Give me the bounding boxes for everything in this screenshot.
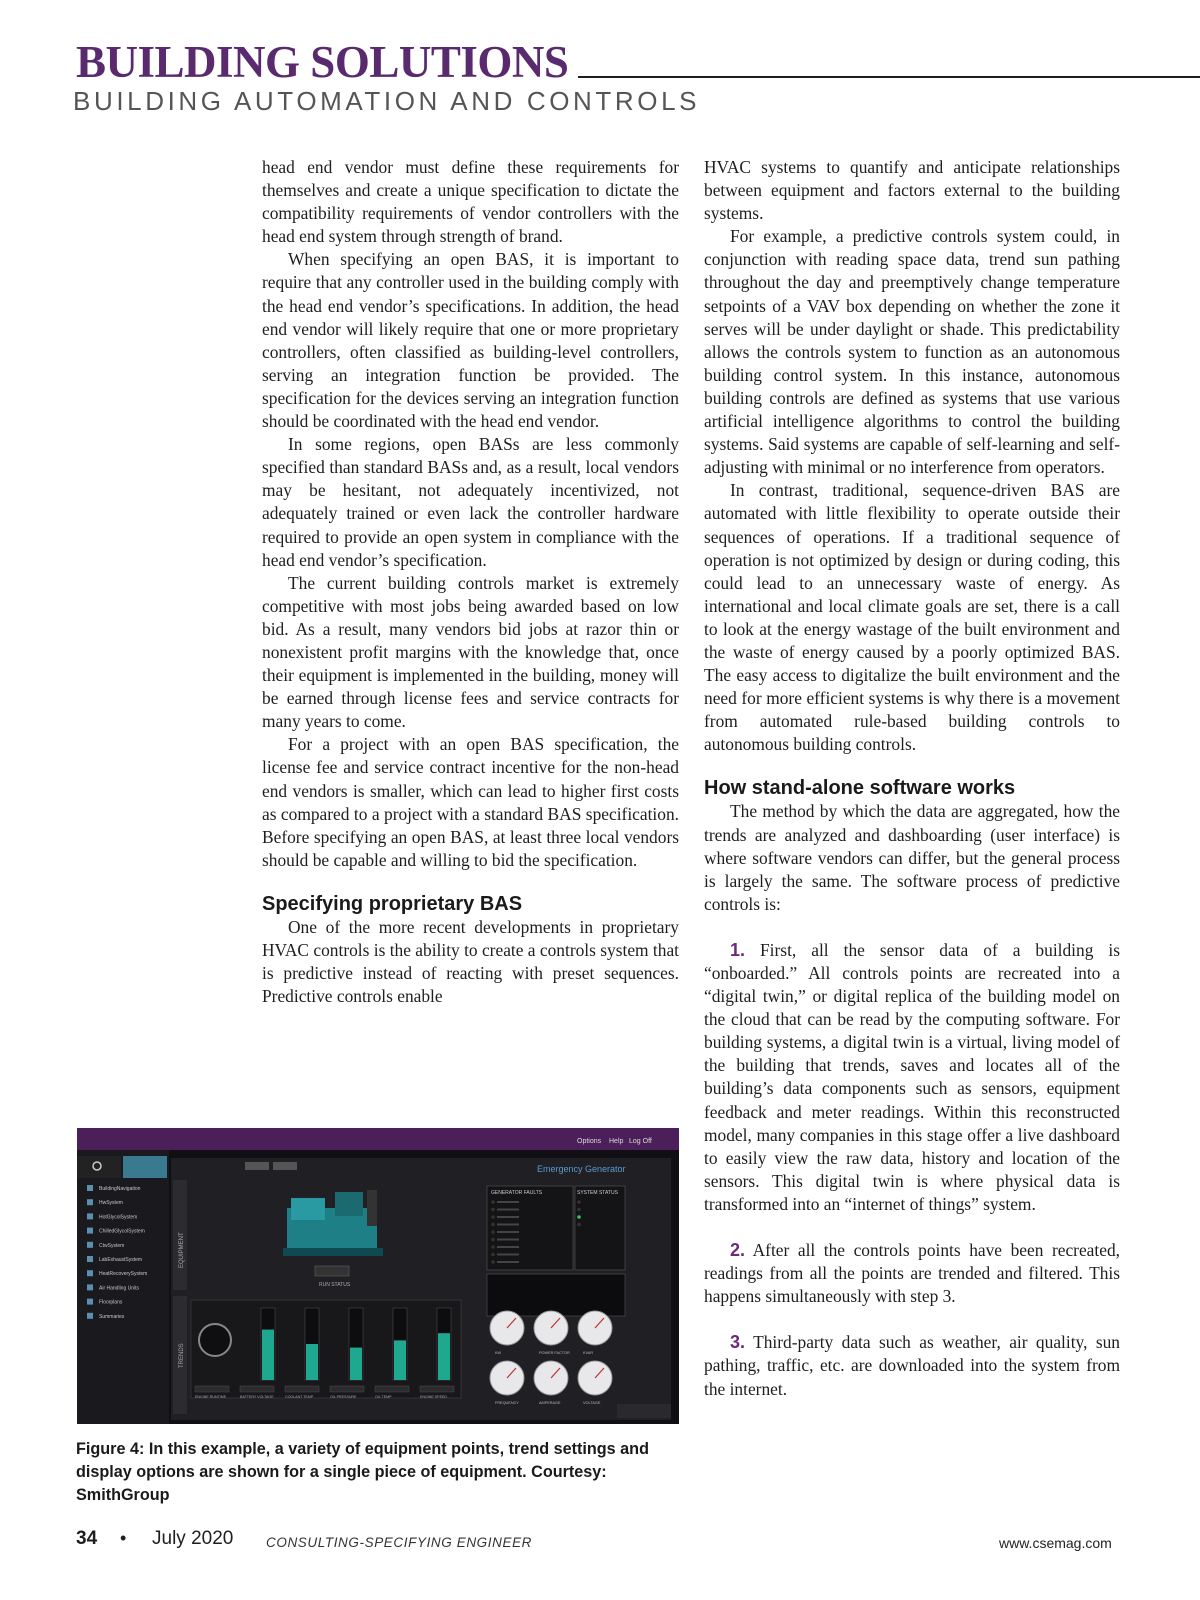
folder-icon xyxy=(87,1299,93,1305)
right-column xyxy=(704,156,1120,1401)
folder-icon xyxy=(87,1199,93,1205)
gauge-label: ENGINE RUNTIME xyxy=(195,1395,227,1399)
tab-trends: TRENDS xyxy=(179,1343,185,1368)
indicator-dot xyxy=(491,1245,495,1249)
options-link: Options xyxy=(577,1138,602,1145)
step-text: First, all the sensor data of a building is “onboarded.” All controls points are recreated into a “digital twin,” or digital replica of the building model on the cloud that can be read by the computing software. For building systems, a digital twin is a virtual, living model of the building that trends, saves and locates all of the building’s data components such as sensors, equipment feedback and meter readings. Within this reconstructed model, many companies in this stage offer a live dashboard to easily view the raw data, history and location of the sensors. This digital twin is where physical data is transformed into an “internet of things” system. xyxy=(704,939,1120,1214)
paragraph: For example, a predictive controls system could, in conjunction with reading space data, trend sun pathing throughout the day and preemptively change temperature setpoints of a VAV box depending on whether the zone it serves will be under daylight or shade. This predictability allows the controls system to function as an autonomous building control system. In this instance, autonomous building controls are defined as systems that use various artificial intelligence algorithms to control the building systems. Said systems are capable of self-learning and self-adjusting with minimal or no interference from operators. xyxy=(704,226,1120,478)
tree-item[interactable]: Air Handling Units xyxy=(99,1285,140,1292)
figure-caption: Figure 4: In this example, a variety of equipment points, trend settings and display options are shown for a single piece of equipment. Courtesy: SmithGroup xyxy=(76,1440,649,1504)
left-column xyxy=(262,156,679,1008)
subheading: How stand-alone software works xyxy=(704,777,1016,800)
step-item xyxy=(704,1331,1120,1400)
indicator-text xyxy=(497,1201,519,1203)
dial-label: KVAR xyxy=(583,1351,594,1355)
folder-icon xyxy=(87,1228,93,1234)
folder-icon xyxy=(87,1284,93,1290)
indicator-text xyxy=(497,1246,519,1248)
step-number: 2. xyxy=(730,1240,746,1261)
trend-bar-fill xyxy=(438,1333,450,1380)
run-status-label: RUN STATUS xyxy=(319,1282,351,1288)
generator-faults-header: GENERATOR FAULTS xyxy=(491,1190,543,1196)
indicator-dot xyxy=(491,1253,495,1257)
tree-item[interactable]: BuildingNavigation xyxy=(99,1186,141,1192)
status-dot xyxy=(577,1215,581,1219)
gauge-readout xyxy=(240,1386,274,1392)
tree-item[interactable]: ChilledGlycolSystem xyxy=(99,1228,145,1235)
step-number: 1. xyxy=(730,939,746,960)
section-subtitle: BUILDING AUTOMATION AND CONTROLS xyxy=(73,86,701,116)
header-rule xyxy=(578,76,1200,78)
indicator-dot xyxy=(491,1238,495,1242)
paragraph: For a project with an open BAS specification, the license fee and service contract incentive for the non-head end vendors is smaller, which can lead to higher first costs as compared to a project with a standard BAS specification. Before specifying an open BAS, at least three local vendors should be capable and willing to bid the specification. xyxy=(262,734,679,870)
figure-screenshot xyxy=(77,1128,679,1424)
indicator-dot xyxy=(491,1215,495,1219)
tree-item[interactable]: Summaries xyxy=(99,1313,125,1320)
dial-label: AMPERAGE xyxy=(539,1401,561,1405)
dashboard-illustration xyxy=(77,1128,679,1424)
logoff-link: Log Off xyxy=(629,1138,652,1145)
magazine-name: CONSULTING-SPECIFYING ENGINEER xyxy=(266,1535,533,1550)
folder-icon xyxy=(87,1270,93,1276)
step-item xyxy=(704,1239,1120,1308)
status-dot xyxy=(577,1223,581,1227)
gauge-label: ENGINE SPEED xyxy=(420,1395,447,1399)
indicator-text xyxy=(497,1231,519,1233)
folder-icon xyxy=(87,1256,93,1262)
gauge-label: OIL TEMP xyxy=(375,1395,392,1399)
runtime-dial xyxy=(199,1324,231,1356)
footer-bullet: • xyxy=(120,1528,127,1548)
tree-item[interactable]: HotGlycolSystem xyxy=(99,1214,138,1221)
folder-icon xyxy=(87,1185,93,1191)
paragraph: In contrast, traditional, sequence-driven BAS are automated with little flexibility to operate outside their sequences of operations. If a traditional sequence of operation is not optimized by design or during coding, this could lead to an unnecessary waste of energy. As international and local climate goals are set, there is a call to look at the energy wastage of the built environment and the waste of energy caused by a poorly optimized BAS. The easy access to digitalize the built environment and the need for more efficient systems is why there is a movement from automated rule-based building controls to autonomous building controls. xyxy=(704,480,1120,755)
gauge-label: OIL PRESSURE xyxy=(330,1395,357,1399)
indicator-text xyxy=(497,1224,519,1226)
help-link: Help xyxy=(609,1138,624,1145)
paragraph: HVAC systems to quantify and anticipate relationships between equipment and factors external to the building systems. xyxy=(704,157,1120,224)
indicator-dot xyxy=(491,1230,495,1234)
indicator-dot xyxy=(491,1223,495,1227)
system-status-header: SYSTEM STATUS xyxy=(577,1190,618,1196)
tree-item[interactable]: HeatRecoverySystem xyxy=(99,1271,148,1278)
trend-bar-fill xyxy=(350,1348,362,1380)
dial-label: KW xyxy=(495,1351,502,1355)
folder-icon xyxy=(87,1213,93,1219)
screen-title: Emergency Generator xyxy=(537,1164,626,1174)
step-number: 3. xyxy=(730,1332,746,1353)
gauge-readout xyxy=(195,1386,229,1392)
status-dot xyxy=(577,1208,581,1212)
paragraph: The current building controls market is extremely competitive with most jobs being awarded based on low bid. As a result, many vendors bid jobs at razor thin or nonexistent profit margins with the knowledge that, once their equipment is implemented in the building, money will be earned through license fees and service contracts for many years to come. xyxy=(262,572,679,732)
indicator-dot xyxy=(491,1200,495,1204)
tree-item[interactable]: LabExhaustSystem xyxy=(99,1257,143,1263)
folder-icon xyxy=(87,1313,93,1319)
tree-item[interactable]: CtwSystem xyxy=(99,1242,125,1249)
gauge-label: BATTERY VOLTAGE xyxy=(240,1395,274,1399)
trend-bar-fill xyxy=(394,1340,406,1380)
step-text: After all the controls points have been recreated, readings from all the points are trended and filtered. This happens simultaneously with step 3. xyxy=(704,1240,1120,1307)
subheading: Specifying proprietary BAS xyxy=(262,892,523,915)
tree-item[interactable]: HwSystem xyxy=(99,1200,123,1207)
dial-label: VOLTAGE xyxy=(583,1401,601,1405)
folder-icon xyxy=(87,1242,93,1248)
trend-bar-fill xyxy=(306,1344,318,1380)
step-text: Third-party data such as weather, air quality, sun pathing, traffic, etc. are downloaded into the system from the internet. xyxy=(704,1332,1120,1399)
indicator-dot xyxy=(491,1208,495,1212)
gauge-readout xyxy=(375,1386,409,1392)
step-item xyxy=(704,939,1120,1216)
trend-bar-fill xyxy=(262,1330,274,1380)
gauge-readout xyxy=(285,1386,319,1392)
section-title: BUILDING SOLUTIONS xyxy=(76,37,569,87)
dial-label: FREQUENCY xyxy=(495,1401,519,1405)
status-dot xyxy=(577,1200,581,1204)
indicator-text xyxy=(497,1209,519,1211)
indicator-text xyxy=(497,1239,519,1241)
website-url: www.csemag.com xyxy=(999,1535,1112,1551)
paragraph: The method by which the data are aggregated, how the trends are analyzed and dashboarding (user interface) is where software vendors can differ, but the general process is largely the same. The software process of predictive controls is: xyxy=(704,801,1120,914)
paragraph: head end vendor must define these requirements for themselves and create a unique specification to dictate the compatibility requirements of vendor controllers with the head end system through strength of brand. xyxy=(262,157,679,247)
gauge-readout xyxy=(420,1386,454,1392)
indicator-text xyxy=(497,1216,519,1218)
page-number: 34 xyxy=(76,1528,98,1549)
paragraph: One of the more recent developments in proprietary HVAC controls is the ability to create a controls system that is predictive instead of reacting with preset sequences. Predictive controls enable xyxy=(262,916,679,1007)
paragraph: In some regions, open BASs are less commonly specified than standard BASs and, as a result, local vendors may be hesitant, not adequately incentivized, not adequately trained or even lack the controller hardware required to provide an open system in compliance with the head end vendor’s specification. xyxy=(262,434,679,570)
gauge-label: COOLANT TEMP xyxy=(285,1395,314,1399)
indicator-text xyxy=(497,1254,519,1256)
indicator-text xyxy=(497,1261,519,1263)
issue-date: July 2020 xyxy=(152,1528,234,1549)
dial-label: POWER FACTOR xyxy=(539,1351,570,1355)
tab-equipment: EQUIPMENT xyxy=(179,1232,185,1268)
gauge-readout xyxy=(330,1386,364,1392)
tree-item[interactable]: Floorplans xyxy=(99,1299,123,1306)
indicator-dot xyxy=(491,1260,495,1264)
paragraph: When specifying an open BAS, it is important to require that any controller used in the building comply with the head end vendor’s specifications. In addition, the head end vendor will likely require that one or more proprietary controllers, often classified as building-level controllers, serving an integration function be provided. The specification for the devices serving an integration function should be coordinated with the head end vendor. xyxy=(262,249,679,432)
